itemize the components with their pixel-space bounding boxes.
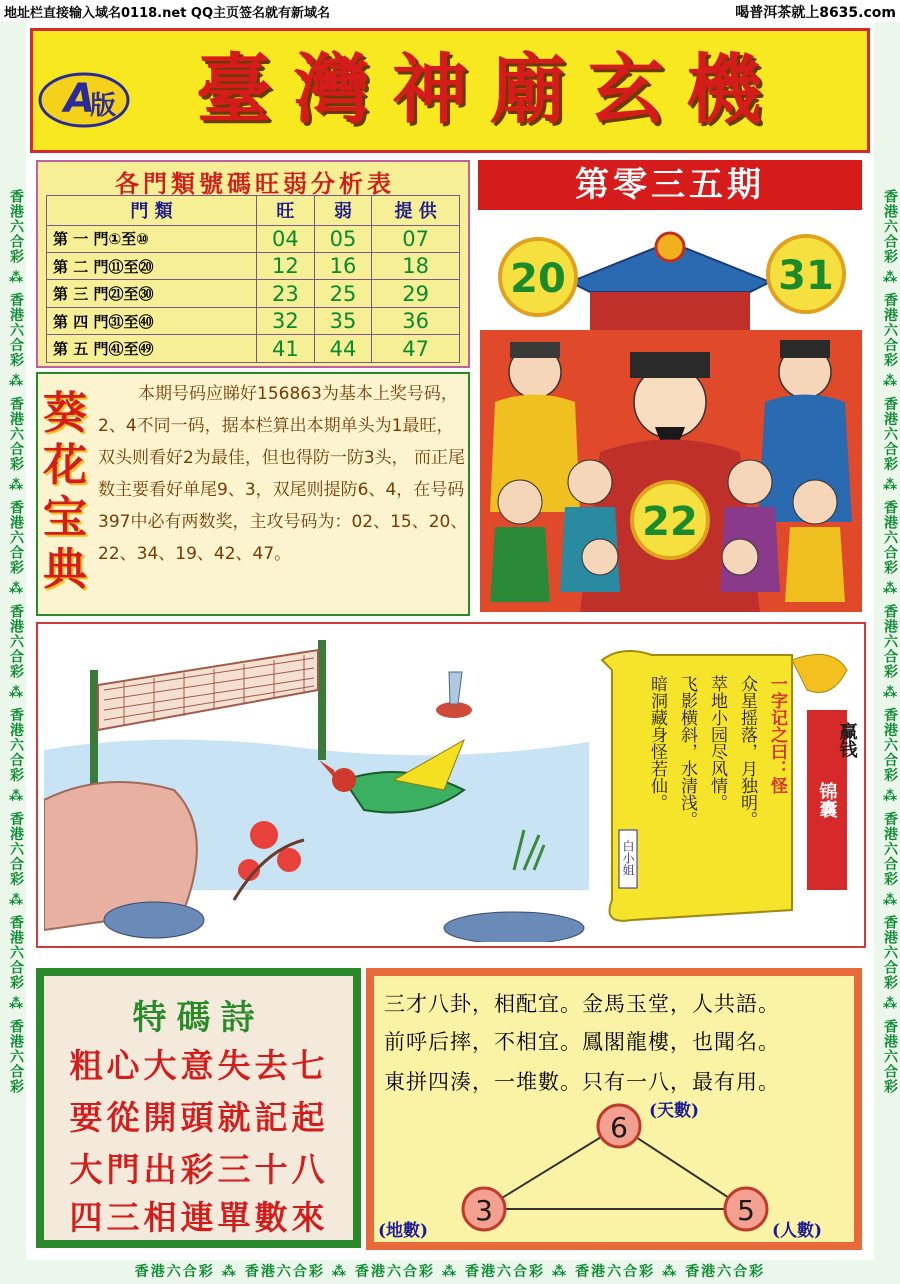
earth-number: 3	[475, 1194, 493, 1227]
heaven-number-node	[598, 1105, 640, 1147]
poem-line-2: 要從開頭就記起	[69, 1098, 329, 1137]
human-number-node	[725, 1188, 767, 1230]
right-border-text-6: 香港六合彩	[882, 707, 898, 783]
cell-tigong: 29	[372, 280, 460, 307]
row-label: 第 二 門⑪至⑳	[47, 253, 257, 280]
scroll-bag-label: 锦囊	[816, 782, 838, 818]
table-row	[47, 225, 460, 252]
cell-ruo: 25	[314, 280, 372, 307]
scroll-line-2: 萃地小园尽风情。	[707, 675, 727, 811]
medallion-right-number: 31	[778, 253, 834, 299]
heaven-number: 6	[610, 1111, 628, 1144]
cell-wang: 41	[257, 335, 315, 363]
right-border-text-1: 香港六合彩	[882, 188, 898, 264]
left-border-text-5: 香港六合彩	[8, 603, 24, 679]
bottom-border-text-4: 香港六合彩	[465, 1264, 546, 1280]
scroll-win-label: 赢钱	[836, 722, 858, 758]
cell-ruo: 05	[314, 225, 372, 252]
right-border-strip: 香港六合彩 ⁂ 香港六合彩 ⁂ 香港六合彩 ⁂ 香港六合彩 ⁂ 香港六合彩 ⁂ 香港六合彩 ⁂ 香港六合彩 ⁂ 香港六合彩 ⁂ 香港六合彩	[874, 22, 900, 1260]
medallion-center	[632, 482, 708, 558]
col-header-category: 門 類	[47, 196, 257, 226]
medallion-left-number: 20	[510, 256, 566, 302]
riddle-line-2: 前呼后摔，不相宜。鳳閣龍樓，也聞名。	[384, 1030, 780, 1054]
col-header-wang: 旺	[257, 196, 315, 226]
analysis-title: 各門類號碼旺弱分析表	[115, 170, 395, 198]
row-label: 第 五 門㊶至㊾	[47, 335, 257, 363]
bottom-border-text-1: 香港六合彩	[134, 1264, 215, 1280]
bird-net-illustration	[44, 630, 589, 942]
table-row	[47, 307, 460, 334]
right-border-text-3: 香港六合彩	[882, 396, 898, 471]
scroll-line-4: 暗洞藏身怪若仙。	[647, 675, 667, 811]
row-label: 第 一 門①至⑩	[47, 225, 257, 252]
page-title: 臺灣神廟玄機	[196, 45, 784, 134]
poem-line-1: 粗心大意失去七	[69, 1046, 329, 1085]
bottom-border-strip: 香港六合彩 ⁂ 香港六合彩 ⁂ 香港六合彩 ⁂ 香港六合彩 ⁂ 香港六合彩 ⁂ 香港六合彩	[0, 1260, 900, 1284]
scroll-author: 白小姐	[621, 840, 635, 876]
human-number: 5	[737, 1194, 755, 1227]
cell-wang: 12	[257, 253, 315, 280]
analysis-table	[46, 195, 460, 363]
cell-ruo: 35	[314, 307, 372, 334]
right-border-text-8: 香港六合彩	[882, 914, 898, 990]
table-row	[47, 280, 460, 307]
left-border-text-7: 香港六合彩	[8, 811, 24, 886]
poem-line-4: 四三相連單數來	[69, 1198, 329, 1237]
issue-number-banner: 第零三五期	[478, 160, 862, 210]
table-row	[47, 335, 460, 363]
col-header-tigong: 提 供	[372, 196, 460, 226]
table-row	[47, 253, 460, 280]
scroll-heading: 一字记之曰：怪	[767, 675, 787, 794]
a-edition-badge	[36, 62, 132, 132]
riddle-line-3: 東拼四湊，一堆數。只有一八，最有用。	[384, 1070, 780, 1094]
left-border-text-4: 香港六合彩	[8, 499, 24, 575]
right-border-text-2: 香港六合彩	[882, 292, 898, 368]
earth-label: (地數)	[378, 1221, 429, 1241]
cell-wang: 32	[257, 307, 315, 334]
row-label: 第 三 門㉑至㉚	[47, 280, 257, 307]
cell-wang: 23	[257, 280, 315, 307]
left-border-text-3: 香港六合彩	[8, 396, 24, 471]
medallion-right	[768, 236, 844, 312]
riddle-line-1: 三才八卦，相配宜。金馬玉堂，人共語。	[384, 992, 780, 1016]
bottom-border-text-3: 香港六合彩	[354, 1264, 435, 1280]
temple-gods-illustration	[480, 212, 862, 612]
left-border-text-8: 香港六合彩	[8, 914, 24, 990]
col-header-ruo: 弱	[314, 196, 372, 226]
table-header-row	[47, 196, 460, 226]
poem-title: 特碼詩	[132, 998, 265, 1038]
cell-wang: 04	[257, 225, 315, 252]
bottom-border-text-6: 香港六合彩	[685, 1264, 766, 1280]
badge-text: 版	[90, 91, 117, 121]
bottom-border-text-5: 香港六合彩	[575, 1264, 656, 1280]
right-border-text-9: 香港六合彩	[882, 1018, 898, 1094]
badge-letter: A	[64, 76, 95, 122]
heaven-label: (天數)	[649, 1101, 700, 1121]
cell-tigong: 07	[372, 225, 460, 252]
cell-tigong: 18	[372, 253, 460, 280]
left-border-text-9: 香港六合彩	[8, 1018, 24, 1094]
cell-tigong: 47	[372, 335, 460, 363]
poem-line-3: 大門出彩三十八	[69, 1150, 329, 1189]
left-border-text-6: 香港六合彩	[8, 707, 24, 783]
bottom-border-text-2: 香港六合彩	[244, 1264, 325, 1280]
cell-tigong: 36	[372, 307, 460, 334]
riddle-scroll	[592, 640, 864, 936]
numbers-triangle-diagram	[374, 1094, 854, 1242]
cell-ruo: 44	[314, 335, 372, 363]
scroll-line-3: 飞影横斜，水清浅。	[677, 675, 697, 828]
flower-guide-body: 本期号码应睇好156863为基本上奖号码，2、4不同一码，据本栏算出本期单头为1最旺，双头则看好2为最佳，但也得防一防3头， 而正尾数主要看好单尾9、3，双尾则提防6、4，在号码397中必有两数奖，主攻号码为：02、15、20、22、34、19、42、47。	[98, 384, 468, 564]
left-border-text-1: 香港六合彩	[8, 188, 24, 264]
medallion-center-number: 22	[642, 499, 698, 545]
left-border-strip: 香港六合彩 ⁂ 香港六合彩 ⁂ 香港六合彩 ⁂ 香港六合彩 ⁂ 香港六合彩 ⁂ 香港六合彩 ⁂ 香港六合彩 ⁂ 香港六合彩 ⁂ 香港六合彩	[0, 22, 26, 1260]
row-label: 第 四 門㉛至㊵	[47, 307, 257, 334]
top-bar-right-text: 喝普洱茶就上8635.com	[735, 5, 896, 21]
scroll-line-1: 众星摇落，月独明。	[737, 675, 757, 828]
right-border-text-5: 香港六合彩	[882, 603, 898, 679]
right-border-text-7: 香港六合彩	[882, 811, 898, 886]
right-border-text-4: 香港六合彩	[882, 499, 898, 575]
medallion-left	[500, 239, 576, 315]
left-border-text-2: 香港六合彩	[8, 292, 24, 368]
cell-ruo: 16	[314, 253, 372, 280]
top-bar-left-text: 地址栏直接输入域名0118.net QQ主页签名就有新域名	[4, 6, 331, 21]
human-label: (人數)	[772, 1221, 823, 1241]
earth-number-node	[463, 1188, 505, 1230]
flower-guide-title: 葵花宝典	[43, 388, 87, 595]
